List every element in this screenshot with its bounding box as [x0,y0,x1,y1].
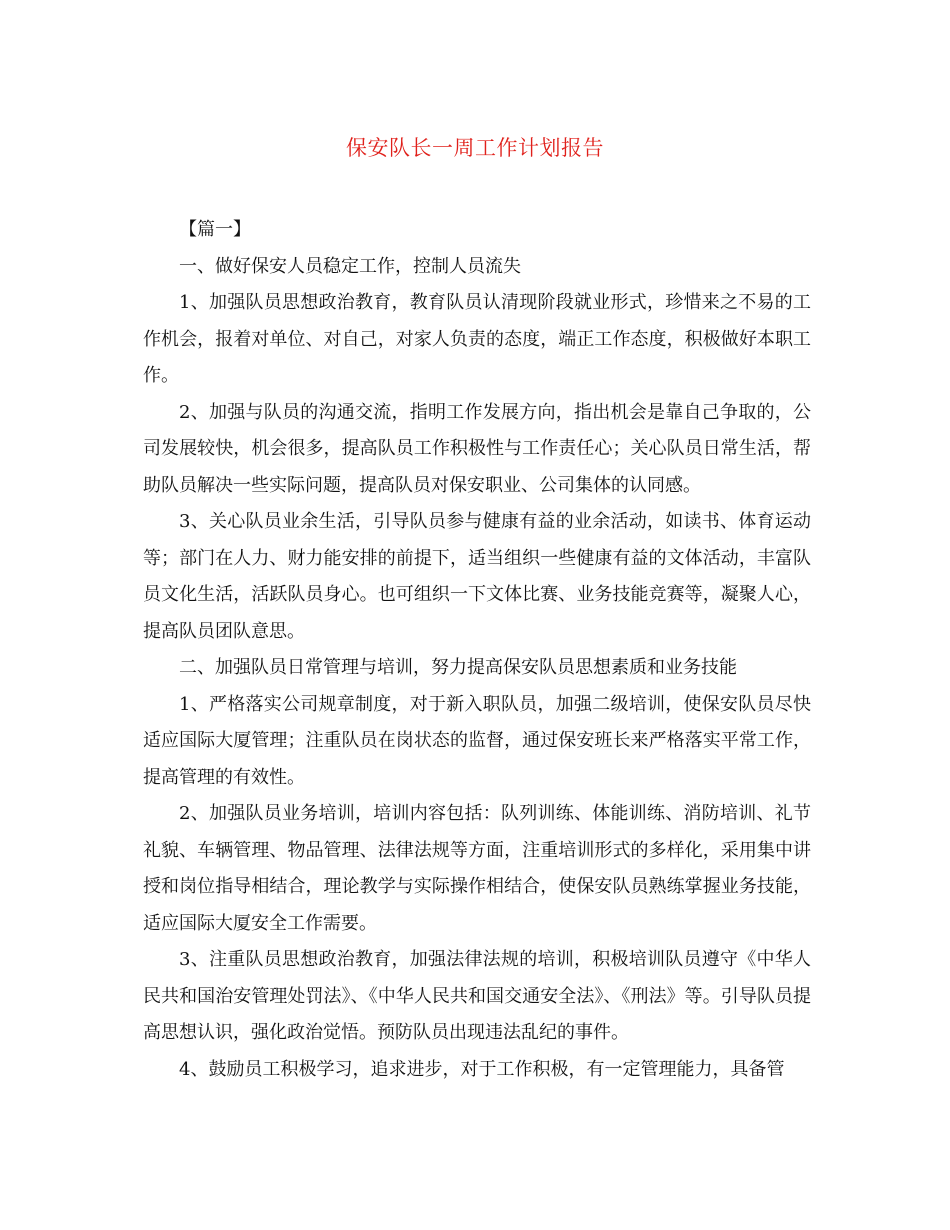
paragraph: 2、加强与队员的沟通交流，指明工作发展方向，指出机会是靠自己争取的，公司发展较快，机会很多，提高队员工作积极性与工作责任心；关心队员日常生活，帮助队员解决一些实际问题，提高队员对保安职业、公司集体的认同感。 [143,401,811,496]
paragraph: 4、鼓励员工积极学习，追求进步，对于工作积极，有一定管理能力，具备管 [179,1058,785,1080]
paragraph: 1、严格落实公司规章制度，对于新入职队员，加强二级培训，使保安队员尽快适应国际大厦管理；注重队员在岗状态的监督，通过保安班长来严格落实平常工作，提高管理的有效性。 [143,693,811,788]
section-label: 【篇一】 [179,219,251,240]
document-body [143,212,811,1088]
paragraph: 2、加强队员业务培训，培训内容包括：队列训练、体能训练、消防培训、礼节礼貌、车辆管理、物品管理、法律法规等方面，注重培训形式的多样化，采用集中讲授和岗位指导相结合，理论教学与实际操作相结合，使保安队员熟练掌握业务技能，适应国际大厦安全工作需要。 [143,803,811,934]
paragraph: 3、关心队员业余生活，引导队员参与健康有益的业余活动，如读书、体育运动等；部门在人力、财力能安排的前提下，适当组织一些健康有益的文体活动，丰富队员文化生活，活跃队员身心。也可组织一下文体比赛、业务技能竞赛等，凝聚人心，提高队员团队意思。 [143,511,811,642]
section-heading: 二、加强队员日常管理与培训，努力提高保安队员思想素质和业务技能 [179,657,737,678]
document-title: 保安队长一周工作计划报告 [346,136,604,160]
paragraph: 1、加强队员思想政治教育，教育队员认清现阶段就业形式，珍惜来之不易的工作机会，报着对单位、对自己，对家人负责的态度，端正工作态度，积极做好本职工作。 [143,292,811,386]
section-heading: 一、做好保安人员稳定工作，控制人员流失 [179,255,521,277]
paragraph: 3、注重队员思想政治教育，加强法律法规的培训，积极培训队员遵守《中华人民共和国治安管理处罚法》、《中华人民共和国交通安全法》、《刑法》等。引导队员提高思想认识，强化政治觉悟。预防队员出现违法乱纪的事件。 [143,949,811,1043]
